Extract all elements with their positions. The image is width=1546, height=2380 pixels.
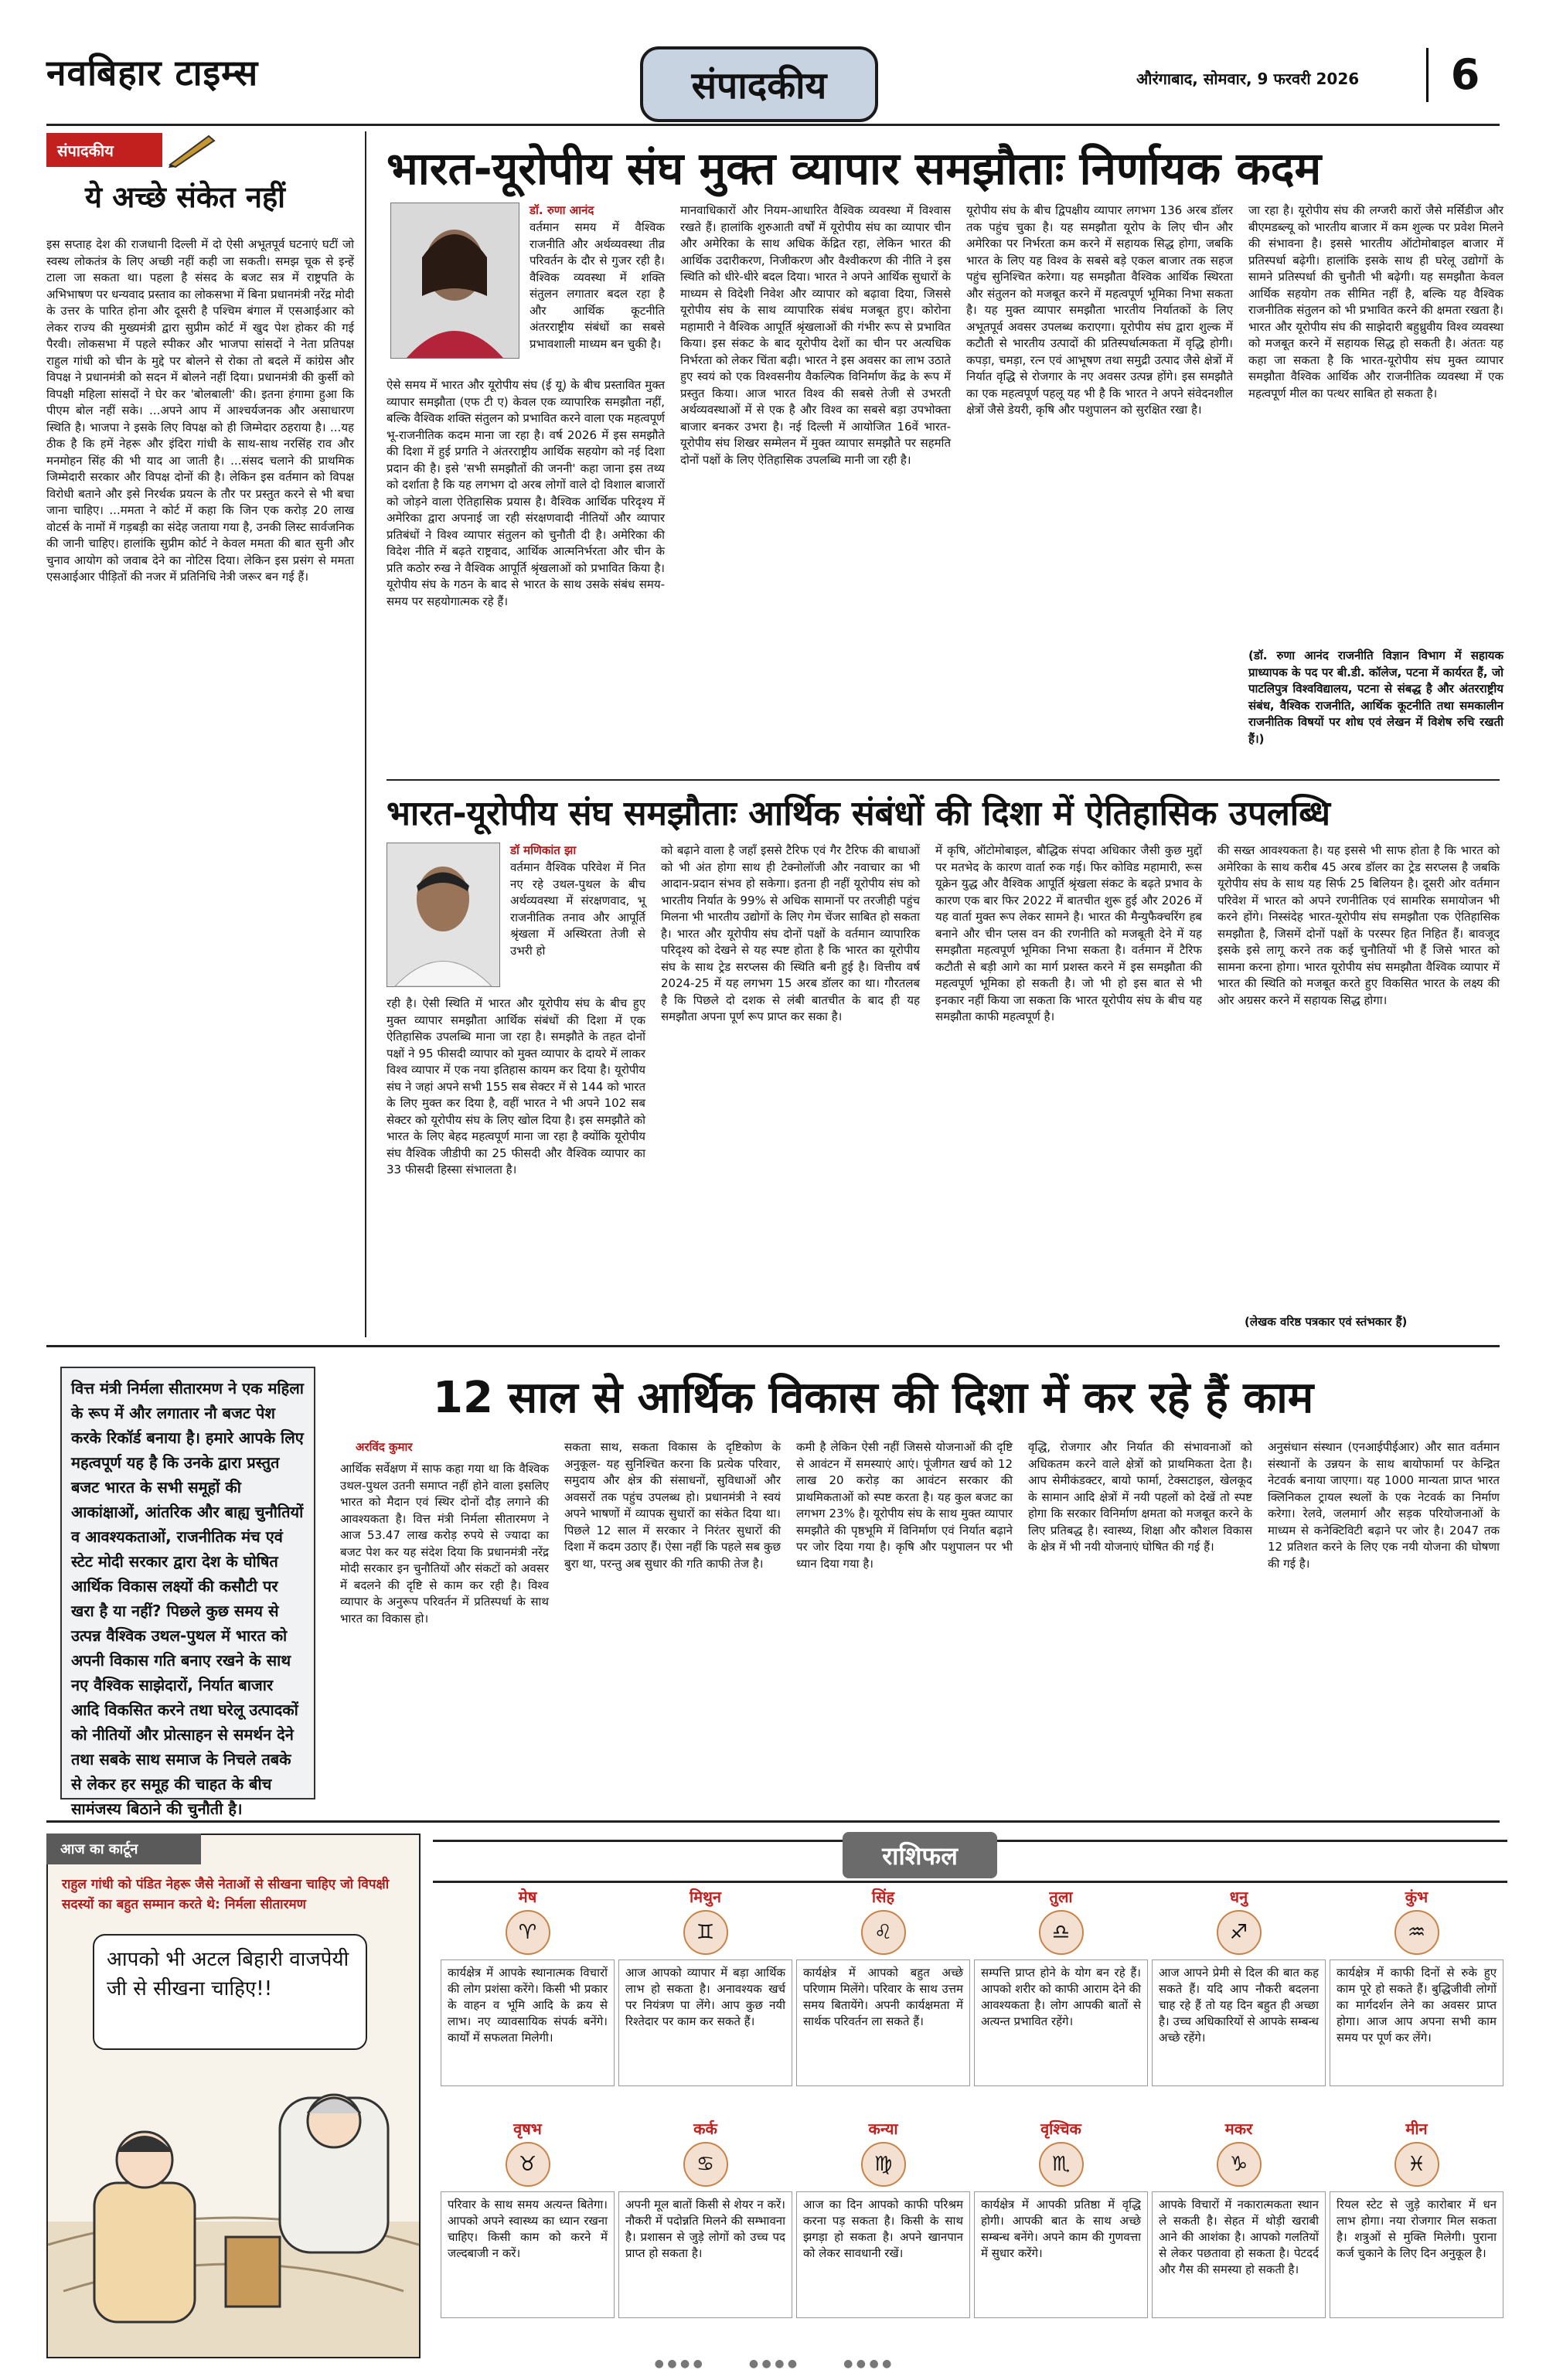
cartoon-caption: राहुल गांधी को पंडित नेहरू जैसे नेताओं से सीखना चाहिए जो विपक्षी सदस्यों का बहुत सम्मान करते थे: निर्मला सीतारमण	[62, 1877, 390, 1912]
rashi-text: कार्यक्षेत्र में काफी दिनों से रुके हुए काम पूरे हो सकते हैं। बुद्धिजीवी लोगों का मार्गदर्शन लेने का अवसर प्राप्त होगा। आज आप अपना सभी काम समय पर पूर्ण कर लेंगे।	[1330, 1959, 1503, 2086]
author-photo-manikant-jha	[386, 843, 500, 987]
article3-col4: वृद्धि, रोजगार और निर्यात की संभावनाओं को अधिकतम करने वाले क्षेत्रों को प्राथमिकता देता है। आप सेमीकंडक्टर, बायो फार्मा, टेक्सटाइल, खेलकूद के सामान आदि क्षेत्रों में नयी पहलों को देखें तो स्पष्ट होगा कि सरकार विनिर्माण क्षमता को मजबूत करने के लिए प्रतिबद्ध है। स्वास्थ्य, शिक्षा और कौशल विकास के क्षेत्र में भी नयी योजनाएं घोषित की गई हैं।	[1028, 1440, 1252, 1554]
cancer-icon: ♋	[683, 2142, 728, 2187]
rashi-text: आपके विचारों में नकारात्मकता स्थान ले सकती है। सेहत में थोड़ी खराबी आने की आशंका है। आपको गलतियों से लेकर पछतावा हो सकता है। पेटदर्द और गैस की समस्या हो सकती है।	[1152, 2191, 1326, 2318]
taurus-icon: ♉	[506, 2142, 550, 2187]
article3-author: अरविंद कुमार	[356, 1440, 413, 1454]
rashi-text: सम्पत्ति प्राप्त होने के योग बन रहे हैं। आपको शरीर को काफी आराम देने की आवश्यकता है। लोग आपकी बातों से अत्यन्त प्रभावित रहेंगे।	[974, 1959, 1148, 2086]
registration-dot-icon: ● ● ● ●	[748, 2358, 798, 2370]
rashi-name: तुला	[1049, 1888, 1073, 1906]
rashi-name: मकर	[1224, 2120, 1253, 2138]
cartoon-illustration	[48, 2067, 419, 2357]
rashi-name: मिथुन	[689, 1888, 722, 1906]
rashi-card-vrishchik	[974, 2118, 1148, 2358]
rashi-name: सिंह	[871, 1888, 895, 1906]
article2-author-note: (लेखक वरिष्ठ पत्रकार एवं स्तंभकार हैं)	[1245, 1315, 1408, 1329]
leo-icon: ♌	[861, 1910, 906, 1955]
rashi-text: रियल स्टेट से जुड़े कारोबार में धन लाभ होगा। नया रोजगार मिल सकता है। शत्रुओं से मुक्ति मिलेगी। पुराना कर्ज चुकाने के लिए दिन अनुकूल है।	[1330, 2191, 1503, 2318]
article2-headline: भारत-यूरोपीय संघ समझौताः आर्थिक संबंधों की दिशा में ऐतिहासिक उपलब्धि	[386, 794, 1331, 833]
capricorn-icon: ♑	[1217, 2142, 1262, 2187]
newspaper-brand: नवबिहार टाइम्स	[46, 52, 259, 94]
rashi-name: वृषभ	[513, 2120, 542, 2138]
article1-col3: यूरोपीय संघ के बीच द्विपक्षीय व्यापार लगभग 136 अरब डॉलर तक पहुंच चुका है। यह समझौता यूरोप के लिए चीन और अमेरिका पर निर्भरता कम करने में सहायक सिद्ध होगा, जबकि भारत के लिए यह विश्व के सबसे बड़े एकल बाजार तक सहज पहुंच सुनिश्चित करेगा। यह समझौता वैश्विक आर्थिक स्थिरता और संतुलन को मजबूत करने में महत्वपूर्ण भूमिका निभा सकता है। यह मुक्त व्यापार समझौता भारतीय निर्यातकों के लिए अभूतपूर्व अवसर उपलब्ध कराएगा। यूरोपीय संघ द्वारा शुल्क में कटौती से भारतीय उत्पादों की प्रतिस्पर्धात्मकता में वृद्धि होगी। कपड़ा, चमड़ा, रत्न एवं आभूषण तथा समुद्री उत्पाद जैसे क्षेत्रों में निर्यात वृद्धि से रोजगार के नए अवसर उत्पन्न होंगे। इस समझौते का एक महत्वपूर्ण पहलू यह भी है कि भारत ने अपने संवेदनशील क्षेत्रों जैसे डेयरी, कृषि और पशुपालन को सुरक्षित रखा है।	[966, 203, 1233, 417]
editorial-tag: संपादकीय	[46, 133, 162, 167]
rashi-text: कार्यक्षेत्र में आपको बहुत अच्छे परिणाम मिलेंगे। परिवार के साथ उत्तम समय बितायेंगे। अपनी कार्यक्षमता में सार्थक परिवर्तन ला सकते हैं।	[796, 1959, 970, 2086]
rashi-card-kark	[618, 2118, 792, 2358]
rashi-card-makar	[1152, 2118, 1326, 2358]
rashi-text: आज आपने प्रेमी से दिल की बात कह सकते हैं। यदि आप नौकरी बदलना चाह रहे हैं तो यह दिन बहुत ही अच्छा है। उच्च अधिकारियों से आपके सम्बन्ध अच्छे रहेंगे।	[1152, 1959, 1326, 2086]
rashi-text: आज आपको व्यापार में बड़ा आर्थिक लाभ हो सकता है। अनावश्यक खर्च पर नियंत्रण पा लेंगे। आप कुछ नयी रिश्तेदार पर काम कर सकते हैं।	[618, 1959, 792, 2086]
rashi-card-kumbh	[1330, 1886, 1503, 2126]
column-divider	[365, 131, 366, 1337]
article2-col2: को बढ़ाने वाला है जहाँ इससे टैरिफ एवं गैर टैरिफ की बाधाओं को भी अंत होगा साथ ही टेक्नोलॉजी और नवाचार का भी आदान-प्रदान संभव हो सकेगा। इतना ही नहीं यूरोपीय संघ को भारतीय निर्यात के 99% से अधिक सामानों पर तरजीही पहुंच मिलना भी भारतीय उद्योगों के लिए गेम चेंजर साबित हो सकता है। भारत और यूरोपीय संघ दोनों पक्षों के वर्तमान व्यापारिक परिदृश्य को देखने से यह स्पष्ट होता है कि भारत का यूरोपीय संघ के साथ ट्रेड सरप्लस की स्थिति बनी हुई है। वित्तीय वर्ष 2024-25 में यह लगभग 15 अरब डॉलर का था। गौरतलब है कि पिछले दो दशक से लंबी बातचीत के बाद ही यह समझौता अपना पूर्ण रूप प्राप्त कर सका है।	[661, 843, 920, 1023]
rashi-text: कार्यक्षेत्र में आपकी प्रतिष्ठा में वृद्धि होगी। आपकी बात के साथ अच्छे सम्बन्ध बनेंगे। अपने काम की गुणवत्ता में सुधार करेंगे।	[974, 2191, 1148, 2318]
section-divider-bottom	[46, 1820, 1500, 1823]
section-divider	[46, 1345, 1500, 1347]
author-photo-runa-anand	[390, 203, 519, 359]
sagittarius-icon: ♐	[1217, 1910, 1262, 1955]
virgo-icon: ♍	[861, 2142, 906, 2187]
section-title: संपादकीय	[640, 46, 878, 122]
aries-icon: ♈	[506, 1910, 550, 1955]
masthead	[0, 0, 1546, 131]
rashi-text: आज का दिन आपको काफी परिश्रम करना पड़ सकता है। किसी के साथ झगड़ा हो सकता है। अपने खानपान को लेकर सावधानी रखें।	[796, 2191, 970, 2318]
cartoon-tag: आज का कार्टून	[46, 1834, 201, 1864]
cartoon-speech-bubble: आपको भी अटल बिहारी वाजपेयी जी से सीखना चाहिए!!	[93, 1934, 367, 2050]
rashi-card-tula	[974, 1886, 1148, 2126]
article-divider	[386, 779, 1500, 781]
rashi-card-kanya	[796, 2118, 970, 2358]
pen-icon	[166, 130, 220, 169]
article3-headline: 12 साल से आर्थिक विकास की दिशा में कर रहे हैं काम	[433, 1373, 1314, 1423]
article2-col1: रही है। ऐसी स्थिति में भारत और यूरोपीय संघ के बीच हुए मुक्त व्यापार समझौता आर्थिक संबंधों की दिशा में एक ऐतिहासिक उपलब्धि माना जा रहा है। समझौते के तहत दोनों पक्षों ने 95 फीसदी व्यापार को मुक्त व्यापार के दायरे में लाकर विश्व व्यापार में एक नया इतिहास कायम कर दिया है। यूरोपीय संघ ने जहां अपने सभी 155 सब सेक्टर में से 144 को भारत के लिए मुक्त कर दिया है, वहीं भारत ने भी अपने 102 सब सेक्टर को यूरोपीय संघ के लिए खोल दिया है। इस समझौते को भारत के लिए बेहद महत्वपूर्ण माना जा रहा है क्योंकि यूरोपीय संघ वैश्विक जीडीपी का 25 फीसदी और वैश्विक व्यापार का 33 फीसदी हिस्सा संभालता है।	[386, 996, 645, 1176]
rashi-card-dhanu	[1152, 1886, 1326, 2126]
rashifal-title: राशिफल	[843, 1832, 997, 1878]
scorpio-icon: ♏	[1039, 2142, 1084, 2187]
rashi-name: धनु	[1229, 1888, 1248, 1906]
rashi-name: कुंभ	[1405, 1888, 1429, 1906]
rashi-card-vrishabh	[441, 2118, 615, 2358]
rashi-text: अपनी मूल बातों किसी से शेयर न करें। नौकरी में पदोन्नति मिलने की सम्भावना है। प्रशासन से जुड़े लोगों को उच्च पद प्राप्त हो सकता है।	[618, 2191, 792, 2318]
article1-col4: जा रहा है। यूरोपीय संघ की लग्जरी कारों जैसे मर्सिडीज और बीएमडब्ल्यू को भारतीय बाजार में कम शुल्क पर प्रवेश मिलने की संभावना है। इससे भारतीय ऑटोमोबाइल बाजार में प्रतिस्पर्धा बढ़ेगी। हालांकि इसके साथ ही घरेलू उद्योगों के सामने प्रतिस्पर्धा की चुनौती भी बढ़ेगी। यह समझौता केवल आर्थिक सहयोग तक सीमित नहीं है, बल्कि यह वैश्विक राजनीतिक संतुलन को भी प्रभावित करने की क्षमता रखता है। भारत और यूरोपीय संघ की साझेदारी बहुध्रुवीय विश्व व्यवस्था को मजबूत करने में सहायक सिद्ध हो सकती है। अंततः यह कहा जा सकता है कि भारत-यूरोपीय संघ मुक्त व्यापार समझौता वैश्विक आर्थिक और राजनीतिक व्यवस्था में एक महत्वपूर्ण मील का पत्थर साबित हो सकता है।	[1248, 203, 1503, 400]
article3-col1: आर्थिक सर्वेक्षण में साफ कहा गया था कि वैश्विक उथल-पुथल उतनी समाप्त नहीं होने वाला इसलिए भारत को मैदान एवं स्थिर दोनों दौड़ लगाने की आवश्यकता है। वित्त मंत्री निर्मला सीतारमण ने आज 53.47 लाख करोड़ रुपये से ज्यादा का बजट पेश कर यह संदेश दिया कि प्रधानमंत्री नरेंद्र मोदी सरकार इन चुनौतियों और संकटों को अवसर में बदलने की दृष्टि से काम कर रही है। विश्व व्यापार के अनुरूप परिवर्तन में प्रतिस्पर्धा के साथ भारत का विकास हो।	[340, 1462, 549, 1626]
article1-headline: भारत-यूरोपीय संघ मुक्त व्यापार समझौताः निर्णायक कदम	[386, 142, 1322, 195]
article3-col2: सकता साथ, सकता विकास के दृष्टिकोण के अनुकूल- यह सुनिश्चित करना कि प्रत्येक परिवार, समुदाय और क्षेत्र की संसाधनों, सुविधाओं और अवसरों तक पहुंच उपलब्ध हो। प्रधानमंत्री ने स्वयं अपने भाषणों में व्यापक सुधारों का संकेत दिया था। पिछले 12 साल में सरकार ने निरंतर सुधारों की दिशा में कदम उठाए हैं। ऐसा नहीं कि पहले सब कुछ बुरा था, परन्तु अब सुधार की गति काफी तेज है।	[564, 1440, 781, 1571]
dateline: औरंगाबाद, सोमवार, 9 फरवरी 2026	[1136, 70, 1360, 88]
finance-minister-box: वित्त मंत्री निर्मला सीतारमण ने एक महिला के रूप में और लगातार नौ बजट पेश करके रिकॉर्ड बनाया है। हमारे आपके लिए महत्वपूर्ण यह है कि उनके द्वारा प्रस्तुत बजट भारत के सभी समूहों की आकांक्षाओं, आंतरिक और बाह्य चुनौतियों व आवश्यकताओं, राजनीतिक मंच एवं स्टेट मोदी सरकार द्वारा देश के घोषित आर्थिक विकास लक्ष्यों की कसौटी पर खरा है या नहीं? पिछले कुछ समय से उत्पन्न वैश्विक उथल-पुथल में भारत को अपनी विकास गति बनाए रखने के साथ नए वैश्विक साझेदारों, निर्यात बाजार आदि विकसित करने तथा घरेलू उत्पादकों को नीतियों और प्रोत्साहन से समर्थन देने तथा सबके साथ समाज के निचले तबके से लेकर हर समूह की चाहत के बीच सामंजस्य बिठाने की चुनौती है।	[60, 1367, 315, 1799]
rashi-text: परिवार के साथ समय अत्यन्त बितेगा। आपको अपने स्वास्थ्य का ध्यान रखना चाहिए। किसी काम को करने में जल्दबाजी न करें।	[441, 2191, 615, 2318]
rashi-name: कन्या	[868, 2120, 898, 2138]
rashi-card-mithun	[618, 1886, 792, 2126]
registration-dot-icon: ● ● ● ●	[654, 2358, 703, 2370]
page-number: 6	[1426, 48, 1502, 102]
article3-col3: कमी है लेकिन ऐसी नहीं जिससे योजनाओं की दृष्टि से आवंटन में समस्याएं आएं। पूंजीगत खर्च को 12 लाख 20 करोड़ का आवंटन सरकार की प्राथमिकताओं को स्पष्ट करता है। यह कुल बजट का लगभग 23% है। यूरोपीय संघ के साथ मुक्त व्यापार समझौते की पृष्ठभूमि में विनिर्माण एवं निर्यात बढ़ाने पर जोर दिया गया है। कृषि और पशुपालन पर भी ध्यान दिया गया है।	[796, 1440, 1013, 1571]
article1-col1: ऐसे समय में भारत और यूरोपीय संघ (ई यू) के बीच प्रस्तावित मुक्त व्यापार समझौता (एफ टी ए) केवल एक व्यापारिक समझौता नहीं, बल्कि वैश्विक शक्ति संतुलन को प्रभावित करने वाला एक महत्वपूर्ण भू-राजनीतिक कदम माना जा रहा है। वर्ष 2026 में इस समझौते की दिशा में हुई प्रगति ने अंतरराष्ट्रीय आर्थिक सहयोग को नई दिशा प्रदान की है। इसे 'सभी समझौतों की जननी' कहा जाना इस तथ्य को दर्शाता है कि यह लगभग दो अरब लोगों वाले दो विशाल बाजारों को जोड़ने वाला ऐतिहासिक प्रयास है। वैश्विक आर्थिक परिदृश्य में अमेरिका द्वारा अपनाई जा रही संरक्षणवादी नीतियों और व्यापार प्रतिबंधों ने विश्व व्यापार संतुलन को चुनौती दी है। अमेरिका की विदेश नीति में बढ़ते राष्ट्रवाद, आर्थिक आत्मनिर्भरता और चीन के प्रति कठोर रुख ने वैश्विक आपूर्ति श्रृंखलाओं को प्रभावित किया है। यूरोपीय संघ के गठन के बाद से भारत के साथ उसके संबंध समय-समय पर सहयोगात्मक रहे हैं।	[386, 378, 665, 608]
pisces-icon: ♓	[1394, 2142, 1439, 2187]
rashi-name: मेष	[518, 1888, 537, 1906]
rashi-card-singh	[796, 1886, 970, 2126]
article2-intro: वर्तमान वैश्विक परिवेश में नित नए रहे उथल-पुथल के बीच अर्थव्यवस्था में संरक्षणवाद, भू राजनीतिक तनाव और आपूर्ति श्रृंखला में अस्थिरता तेजी से उभरी हो	[510, 860, 645, 958]
rashi-text: कार्यक्षेत्र में आपके स्थानात्मक विचारों की लोग प्रशंसा करेंगे। किसी भी प्रकार के वाहन व भूमि आदि के क्रय से लाभ। नए व्यावसायिक संपर्क बनेंगे। कार्यों में सफलता मिलेगी।	[441, 1959, 615, 2086]
rashi-card-meen	[1330, 2118, 1503, 2358]
article3-col5: अनुसंधान संस्थान (एनआईपीईआर) और सात वर्तमान संस्थानों के उन्नयन के साथ बायोफार्मा पर केन्द्रित नेटवर्क बनाया जाएगा। यह 1000 मान्यता प्राप्त भारत क्लिनिकल ट्रायल स्थलों के एक नेटवर्क का निर्माण करेगा। रेलवे, जलमार्ग और सड़क परियोजनाओं के माध्यम से कनेक्टिविटी बढ़ाने पर जोर है। 2047 तक 12 प्रतिशत करने के लिए एक नयी योजना की घोषणा की गई है।	[1268, 1440, 1500, 1571]
editorial-title: ये अच्छे संकेत नहीं	[85, 180, 286, 214]
print-registration-marks	[0, 2358, 1546, 2373]
article1-intro: वर्तमान समय में वैश्विक राजनीति और अर्थव्यवस्था तीव्र परिवर्तन के दौर से गुजर रही है। वैश्विक व्यवस्था में शक्ति संतुलन लगातार बदल रहा है और आर्थिक कूटनीति अंतरराष्ट्रीय संबंधों का सबसे प्रभावशाली माध्यम बन चुकी है।	[530, 220, 665, 351]
gemini-icon: ♊	[683, 1910, 728, 1955]
article2-author: डॉ मणिकांत झा	[510, 843, 577, 857]
article1-author: डॉ. रुणा आनंद	[530, 203, 594, 217]
article2-col4: की सख्त आवश्यकता है। यह इससे भी साफ होता है कि भारत को अमेरिका के साथ करीब 45 अरब डॉलर का ट्रेड सरप्लस है जबकि यूरोपीय संघ के साथ यह सिर्फ 25 बिलियन है। दूसरी ओर वर्तमान परिवेश में भारत को अपने रणनीतिक एवं सामरिक समायोजन भी करने होंगे। निस्संदेह भारत-यूरोपीय संघ समझौता एक ऐतिहासिक समझौता है, जिसमें दोनों पक्षों के परस्पर हित निहित हैं। बावजूद इसके इसे लागू करने तक कई चुनौतियों भी हैं जिसे भारत को सामना करना होगा। भारत यूरोपीय संघ समझौता वैश्विक व्यापार में भारत की स्थिति को मजबूत करते हुए विकसित भारत के लक्ष्य की ओर अग्रसर करने में सहायक सिद्ध होगा।	[1217, 843, 1500, 1007]
masthead-rule	[46, 124, 1500, 126]
article2-col3: में कृषि, ऑटोमोबाइल, बौद्धिक संपदा अधिकार जैसी कुछ मुद्दों पर मतभेद के कारण वार्ता रुक गई। फिर कोविड महामारी, रूस यूक्रेन युद्ध और वैश्विक आपूर्ति श्रृंखला संकट के बढ़ते प्रभाव के कारण एक बार फिर 2022 में बातचीत शुरू हुई और 2026 में यह वार्ता मुक्त रूप लेकर सामने है। भारत की मैन्युफैक्चरिंग हब बनाने और चीन प्लस वन की रणनीति को मजबूती देने में यह समझौता महत्वपूर्ण भूमिका निभा सकता है। वर्तमान में टैरिफ कटौती से बड़ी आगे का मार्ग प्रशस्त करने में इस समझौता की महत्वपूर्ण भूमिका हो सकती है। जो भी हो इस बात से भी इनकार नहीं किया जा सकता कि भारत यूरोपीय संघ के बीच यह समझौता काफी महत्वपूर्ण है।	[935, 843, 1202, 1023]
rashi-card-mesh	[441, 1886, 615, 2126]
rashi-name: वृश्चिक	[1040, 2120, 1081, 2138]
rashi-name: मीन	[1405, 2120, 1428, 2138]
editorial-body: इस सप्ताह देश की राजधानी दिल्ली में दो ऐसी अभूतपूर्व घटनाएं घटीं जो स्वस्थ लोकतंत्र के लिए अच्छी नहीं कही जा सकती। समझ चूक से इन्हें टाला जा सकता था। पहला है संसद के बजट सत्र में राष्ट्रपति के अभिभाषण पर धन्यवाद प्रस्ताव का लोकसभा में बिना प्रधानमंत्री नरेंद्र मोदी के उत्तर के पारित होना और दूसरी है पश्चिम बंगाल में एसआईआर को लेकर राज्य की मुख्यमंत्री द्वारा सुप्रीम कोर्ट में खुद पेश होकर की गई पैरवी। लोकसभा में पहले स्पीकर और भाजपा सांसदों ने नेता प्रतिपक्ष राहुल गांधी को चीन के मुद्दे पर बोलने से रोका तो बदले में कांग्रेस और विपक्ष ने प्रधानमंत्री को सदन में बोलने नहीं दिया। प्रधानमंत्री की कुर्सी को विपक्षी महिला सांसदों ने घेर कर 'बोलबाली' की। इतना हंगामा हुआ कि पीएम बोल नहीं सके। ...अपने आप में आश्चर्यजनक और असाधारण स्थिति है। भाजपा ने इसके लिए विपक्ष को ही जिम्मेदार ठहराया है। ...यह ठीक है कि हमें नेहरू और इंदिरा गांधी के साथ-साथ नरसिंह राव और मनमोहन सिंह की भी याद आ जाती है। ...संसद चलाने की प्राथमिक जिम्मेदारी सरकार और विपक्ष दोनों की है। लेकिन इस वर्तमान को विपक्ष विरोधी बताने और इसे निरर्थक प्रयत्न के तौर पर प्रस्तुत करने से भी बचा जाना चाहिए। ...ममता ने कोर्ट में कहा कि जिन एक करोड़ 20 लाख वोटर्स के नामों में गड़बड़ी का संदेह जताया गया है, उनकी लिस्ट सार्वजनिक की जानी चाहिए। हालांकि सुप्रीम कोर्ट ने केवल ममता की बात सुनी और चुनाव आयोग को जवाब देने का नोटिस दिया। लेकिन इस प्रसंग से ममता एसआईआर पीड़ितों की नजर में प्रतिनिधि नेत्री जरूर बन गई हैं।	[46, 237, 354, 584]
article1-col2: मानवाधिकारों और नियम-आधारित वैश्विक व्यवस्था में विश्वास रखते हैं। हालांकि शुरुआती वर्षों में यूरोपीय संघ का व्यापार चीन और अमेरिका के साथ अधिक केंद्रित रहा, लेकिन भारत की आर्थिक उदारीकरण, निजीकरण और वैश्वीकरण की नीति ने इस स्थिति को धीरे-धीरे बदल दिया। भारत ने अपने आर्थिक सुधारों के माध्यम से विदेशी निवेश और व्यापार को बढ़ावा दिया, जिससे यूरोपीय संघ के साथ व्यापारिक संबंध मजबूत हुए। कोरोना महामारी ने वैश्विक आपूर्ति श्रृंखलाओं की गंभीर रूप से प्रभावित किया। इस संकट के बाद यूरोपीय देशों का चीन पर अत्यधिक निर्भरता को लेकर चिंता बढ़ी। भारत ने इस अवसर का लाभ उठाते हुए स्वयं को एक विश्वसनीय वैकल्पिक विनिर्माण केंद्र के रूप में प्रस्तुत किया। आज भारत विश्व की सबसे तेजी से उभरती अर्थव्यवस्थाओं में से एक है और विश्व का सबसे बड़ा उपभोक्ता बाजार बनकर उभरा है। नई दिल्ली में आयोजित 16वें भारत-यूरोपीय संघ शिखर सम्मेलन में मुक्त व्यापार समझौते पर सहमति दोनों पक्षों के लिए ऐतिहासिक उपलब्धि मानी जा रही है।	[680, 203, 951, 467]
article1-author-note: (डॉ. रुणा आनंद राजनीति विज्ञान विभाग में सहायक प्राध्यापक के पद पर बी.डी. कॉलेज, पटना में कार्यरत हैं, जो पाटलिपुत्र विश्वविद्यालय, पटना से संबद्ध है और अंतरराष्ट्रीय संबंध, वैश्विक राजनीति, आर्थिक कूटनीति तथा समकालीन राजनीतिक विषयों पर शोध एवं लेखन में विशेष रुचि रखती हैं।)	[1248, 649, 1503, 746]
registration-dot-icon: ● ● ● ●	[843, 2358, 892, 2370]
libra-icon: ♎	[1039, 1910, 1084, 1955]
aquarius-icon: ♒	[1394, 1910, 1439, 1955]
rashi-name: कर्क	[693, 2120, 717, 2138]
